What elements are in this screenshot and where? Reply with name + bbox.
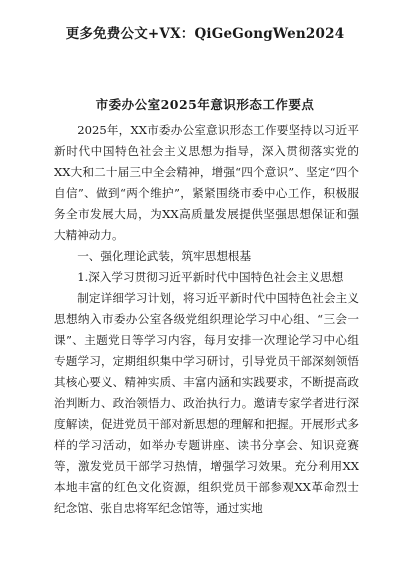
watermark-text: 更多免费公文+VX：QiGeGongWen2024 [65, 26, 345, 42]
document-body [54, 120, 359, 519]
document-title: 市委办公室2025年意识形态工作要点 [95, 97, 315, 112]
subsection-heading: 1.深入学习贯彻习近平新时代中国特色社会主义思想 [77, 270, 344, 284]
intro-paragraph: 2025年，XX市委办公室意识形态工作要坚持以习近平新时代中国特色社会主义思想为指导，深入贯彻落实党的XX大和二十届三中全会精神，增强“四个意识”、坚定“四个自信”、做到“两个维护”，紧紧围绕市委中心工作，积极服务全市发展大局，为XX高质量发展提供坚强思想保证和强大精神动力。 [54, 123, 359, 242]
subsection-paragraph: 制定详细学习计划，将习近平新时代中国特色社会主义思想纳入市委办公室各级党组织理论学习中心组、“三会一课”、主题党日等学习内容，每月安排一次理论学习中心组专题学习，定期组织集中学习研讨，引导党员干部深刻领悟其核心要义、精神实质、丰富内涵和实践要求，不断提高政治判断力、政治领悟力、政治执行力。邀请专家学者进行深度解读，促进党员干部对新思想的理解和把握。开展形式多样的学习活动，如举办专题讲座、读书分享会、知识竞赛等，激发党员干部学习热情，增强学习效果。充分利用XX本地丰富的红色文化资源，组织党员干部参观XX革命烈士纪念馆、张自忠将军纪念馆等，通过实地 [54, 291, 359, 515]
section-heading: 一、强化理论武装，筑牢思想根基 [77, 249, 252, 263]
